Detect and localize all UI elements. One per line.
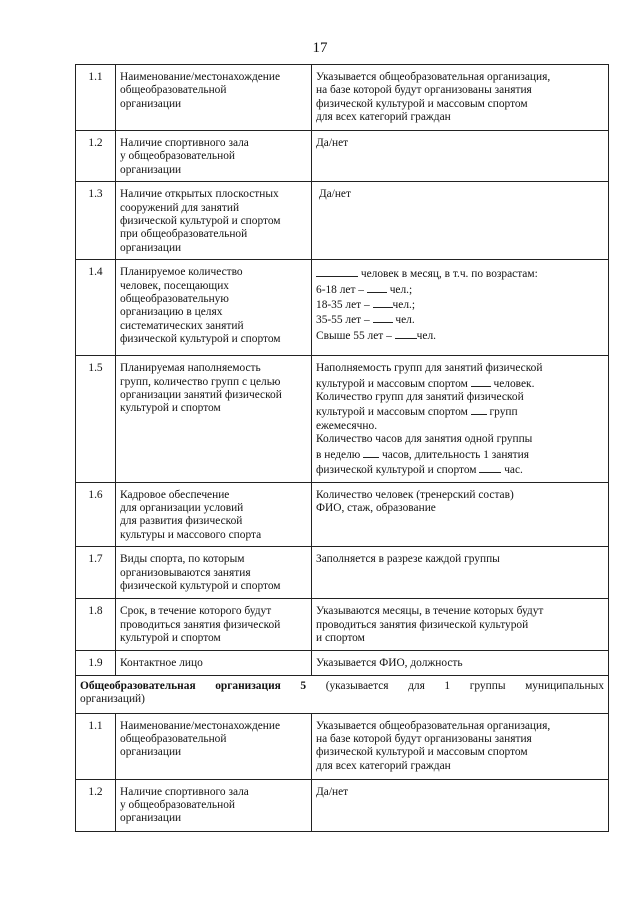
table-row [76, 131, 609, 182]
row-number: 1.2 [76, 131, 116, 182]
row-label: Наименование/местонахождение общеобразовательной организации [116, 713, 312, 779]
row-value: Количество человек (тренерский состав) ФИО, стаж, образование [312, 482, 609, 547]
row-value: человек в месяц, в т.ч. по возрастам: 6-18 лет – чел.; 18-35 лет – чел.; 35-55 лет – чел. Свыше 55 лет – чел. [312, 260, 609, 356]
page-number: 17 [312, 40, 328, 56]
section-heading: Общеобразовательная организация 5 (указывается для 1 группы муниципальных организаций) [76, 675, 609, 713]
table-row [76, 182, 609, 260]
row-value: Да/нет [312, 779, 609, 831]
table-row [76, 779, 609, 831]
row-value: Наполняемость групп для занятий физической культурой и массовым спортом человек. Количество групп для занятий физической культурой и массовым спортом групп ежемесячно. Количество часов для занятия одной группы в неделю часов, длительность 1 занятия физической культурой и спортом час. [312, 356, 609, 482]
row-value: Указывается общеобразовательная организация, на базе которой будут организованы занятия физической культурой и массовым спортом для всех категорий граждан [312, 65, 609, 131]
row-number: 1.8 [76, 599, 116, 651]
table-row [76, 260, 609, 356]
section-heading-row [76, 675, 609, 713]
row-number: 1.1 [76, 65, 116, 131]
row-label: Наличие спортивного зала у общеобразовательной организации [116, 779, 312, 831]
row-value: Да/нет [312, 131, 609, 182]
table-row [76, 547, 609, 599]
row-label: Кадровое обеспечение для организации условий для развития физической культуры и массового спорта [116, 482, 312, 547]
row-label: Наименование/местонахождение общеобразовательной организации [116, 65, 312, 131]
row-label: Наличие открытых плоскостных сооружений для занятий физической культурой и спортом при общеобразовательной организации [116, 182, 312, 260]
requirements-table [75, 64, 609, 832]
row-number: 1.2 [76, 779, 116, 831]
row-label: Виды спорта, по которым организовываются занятия физической культурой и спортом [116, 547, 312, 599]
table-row [76, 651, 609, 675]
row-number: 1.1 [76, 713, 116, 779]
row-value: Указываются месяцы, в течение которых будут проводиться занятия физической культурой и спортом [312, 599, 609, 651]
row-value: Указывается ФИО, должность [312, 651, 609, 675]
row-number: 1.9 [76, 651, 116, 675]
row-number: 1.5 [76, 356, 116, 482]
row-label: Наличие спортивного зала у общеобразовательной организации [116, 131, 312, 182]
row-number: 1.4 [76, 260, 116, 356]
row-value: Да/нет [312, 182, 609, 260]
table-row [76, 713, 609, 779]
row-number: 1.6 [76, 482, 116, 547]
table-row [76, 356, 609, 482]
table-row [76, 65, 609, 131]
row-label: Планируемое количество человек, посещающих общеобразовательную организацию в целях систематических занятий физической культурой и спортом [116, 260, 312, 356]
row-value: Заполняется в разрезе каждой группы [312, 547, 609, 599]
row-label: Контактное лицо [116, 651, 312, 675]
row-label: Планируемая наполняемость групп, количество групп с целью организации занятий физической культурой и спортом [116, 356, 312, 482]
row-number: 1.3 [76, 182, 116, 260]
row-value: Указывается общеобразовательная организация, на базе которой будут организованы занятия физической культурой и массовым спортом для всех категорий граждан [312, 713, 609, 779]
row-label: Срок, в течение которого будут проводиться занятия физической культурой и спортом [116, 599, 312, 651]
table-row [76, 599, 609, 651]
row-number: 1.7 [76, 547, 116, 599]
table-row [76, 482, 609, 547]
